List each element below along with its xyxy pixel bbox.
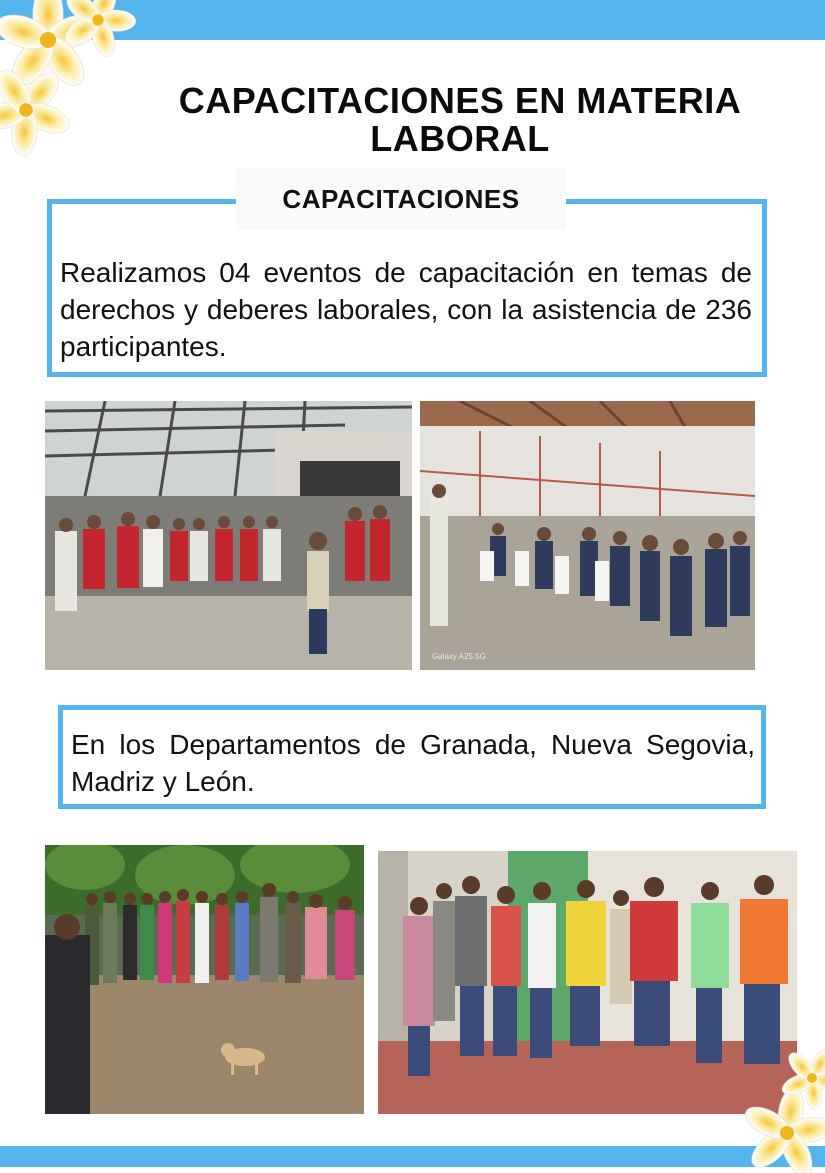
camera-watermark: Galaxy A25 5G xyxy=(432,652,486,661)
departments-text: En los Departamentos de Granada, Nueva Segovia, Madriz y León. xyxy=(71,729,755,797)
page-title xyxy=(110,82,810,158)
frangipani-flower-icon xyxy=(727,1048,825,1173)
page-title-line-1: CAPACITACIONES EN MATERIA xyxy=(178,80,742,121)
training-summary-text: Realizamos 04 eventos de capacitación en temas de derechos y deberes laborales, con la asistencia de 236 participantes. xyxy=(60,257,752,362)
section-label: CAPACITACIONES xyxy=(236,168,566,230)
training-photo-1 xyxy=(45,401,412,670)
training-photo-2 xyxy=(420,401,755,670)
training-photo-3 xyxy=(45,845,364,1114)
page-title-line-2: LABORAL xyxy=(370,118,550,159)
departments-card xyxy=(58,705,766,809)
bottom-accent-bar xyxy=(0,1146,825,1167)
